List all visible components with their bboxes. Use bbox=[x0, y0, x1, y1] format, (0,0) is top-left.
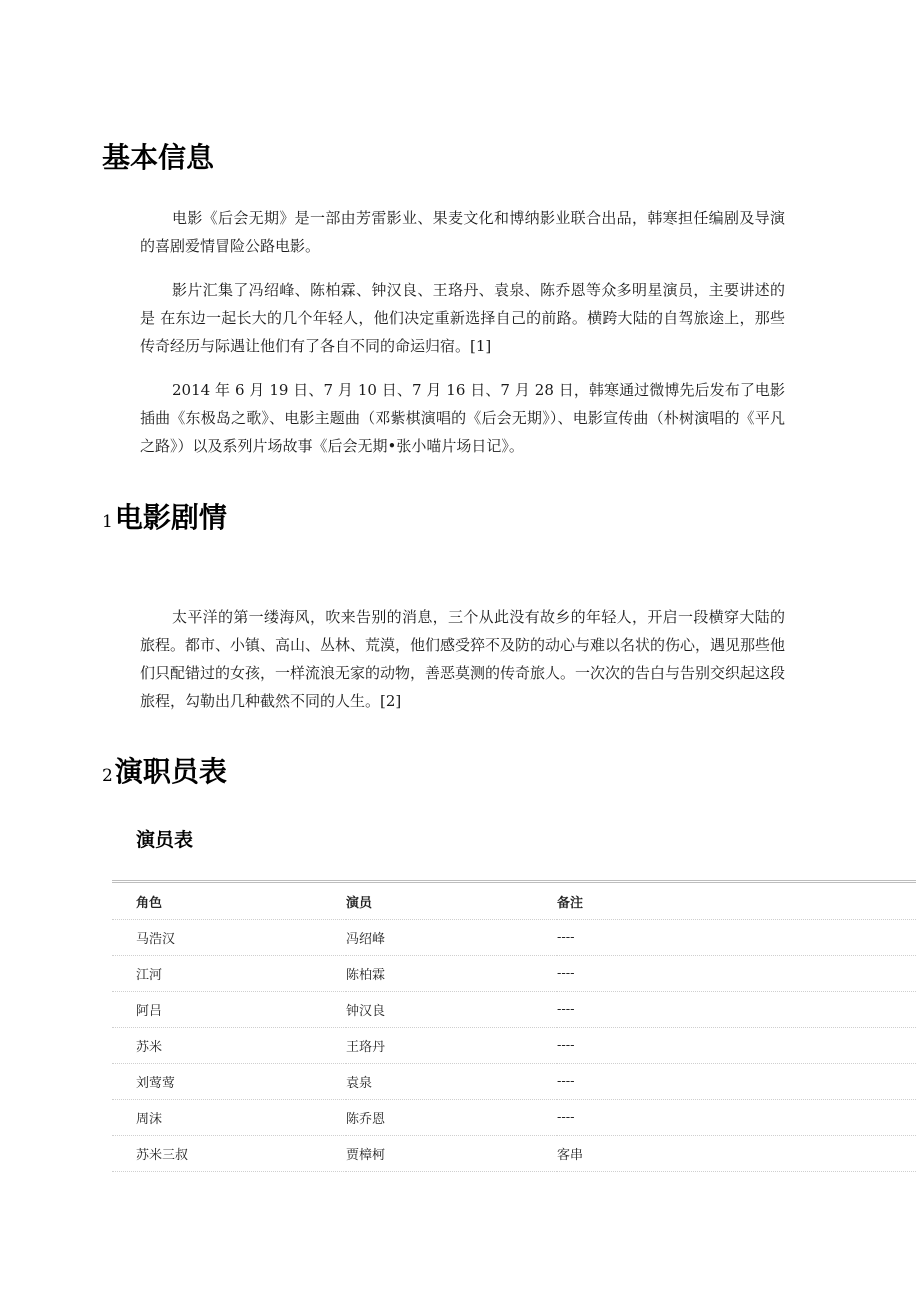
cell-role: 苏米 bbox=[112, 1028, 346, 1064]
cell-role: 周沫 bbox=[112, 1100, 346, 1136]
cell-role: 苏米三叔 bbox=[112, 1136, 346, 1172]
cell-note: ---- bbox=[557, 956, 916, 992]
cell-note: ---- bbox=[557, 992, 916, 1028]
table-row bbox=[112, 1100, 916, 1136]
cell-note: ---- bbox=[557, 1028, 916, 1064]
heading-basic-info-text: 基本信息 bbox=[102, 141, 215, 174]
cell-actor: 王珞丹 bbox=[346, 1028, 557, 1064]
table-header-row bbox=[112, 882, 916, 920]
table-row bbox=[112, 1064, 916, 1100]
cell-note: 客串 bbox=[557, 1136, 916, 1172]
cell-role: 刘莺莺 bbox=[112, 1064, 346, 1100]
table-row bbox=[112, 1136, 916, 1172]
paragraph-intro: 电影《后会无期》是一部由芳雷影业、果麦文化和博纳影业联合出品，韩寒担任编剧及导演的喜剧爱情冒险公路电影。 bbox=[140, 209, 785, 255]
column-header-actor: 演员 bbox=[346, 882, 557, 920]
paragraph-music-release: 2014 年 6 月 19 日、7 月 10 日、7 月 16 日、7 月 28 日，韩寒通过微博先后发布了电影插曲《东极岛之歌》、电影主题曲（邓紫棋演唱的《后会无期》）、电影宣传曲（朴树演唱的《平凡之路》）以及系列片场故事《后会无期•张小喵片场日记》。 bbox=[140, 381, 785, 455]
heading-plot-text: 电影剧情 bbox=[114, 501, 227, 534]
column-header-role: 角色 bbox=[112, 882, 346, 920]
cell-actor: 钟汉良 bbox=[346, 992, 557, 1028]
cast-list-title: 演员表 bbox=[136, 829, 194, 851]
table-row bbox=[112, 920, 916, 956]
table-row bbox=[112, 1028, 916, 1064]
cell-role: 马浩汉 bbox=[112, 920, 346, 956]
cell-note: ---- bbox=[557, 1100, 916, 1136]
paragraph-plot: 太平洋的第一缕海风，吹来告别的消息，三个从此没有故乡的年轻人，开启一段横穿大陆的旅程。都市、小镇、高山、丛林、荒漠，他们感受猝不及防的动心与难以名状的伤心，遇见那些他们只配错过的女孩，一样流浪无家的动物，善恶莫测的传奇旅人。一次次的告白与告别交织起这段旅程，勾勒出几种截然不同的人生。[2] bbox=[140, 608, 786, 710]
cell-role: 江河 bbox=[112, 956, 346, 992]
cast-table bbox=[112, 880, 916, 1172]
cell-actor: 袁泉 bbox=[346, 1064, 557, 1100]
heading-cast-crew-number: 2 bbox=[102, 766, 113, 786]
heading-plot bbox=[102, 500, 227, 540]
table-row bbox=[112, 956, 916, 992]
column-header-note: 备注 bbox=[557, 882, 916, 920]
cell-actor: 贾樟柯 bbox=[346, 1136, 557, 1172]
heading-cast-crew-text: 演职员表 bbox=[114, 755, 227, 788]
cell-note: ---- bbox=[557, 1064, 916, 1100]
paragraph-cast-summary: 影片汇集了冯绍峰、陈柏霖、钟汉良、王珞丹、袁泉、陈乔恩等众多明星演员，主要讲述的是 在东边一起长大的几个年轻人，他们决定重新选择自己的前路。横跨大陆的自驾旅途上，那些传奇经历与际遇让他们有了各自不同的命运归宿。[1] bbox=[140, 281, 785, 355]
table-row bbox=[112, 992, 916, 1028]
cell-actor: 陈乔恩 bbox=[346, 1100, 557, 1136]
cell-note: ---- bbox=[557, 920, 916, 956]
cell-role: 阿吕 bbox=[112, 992, 346, 1028]
cell-actor: 冯绍峰 bbox=[346, 920, 557, 956]
heading-cast-crew bbox=[102, 754, 227, 794]
heading-plot-number: 1 bbox=[102, 512, 113, 532]
cell-actor: 陈柏霖 bbox=[346, 956, 557, 992]
heading-basic-info bbox=[102, 140, 214, 176]
